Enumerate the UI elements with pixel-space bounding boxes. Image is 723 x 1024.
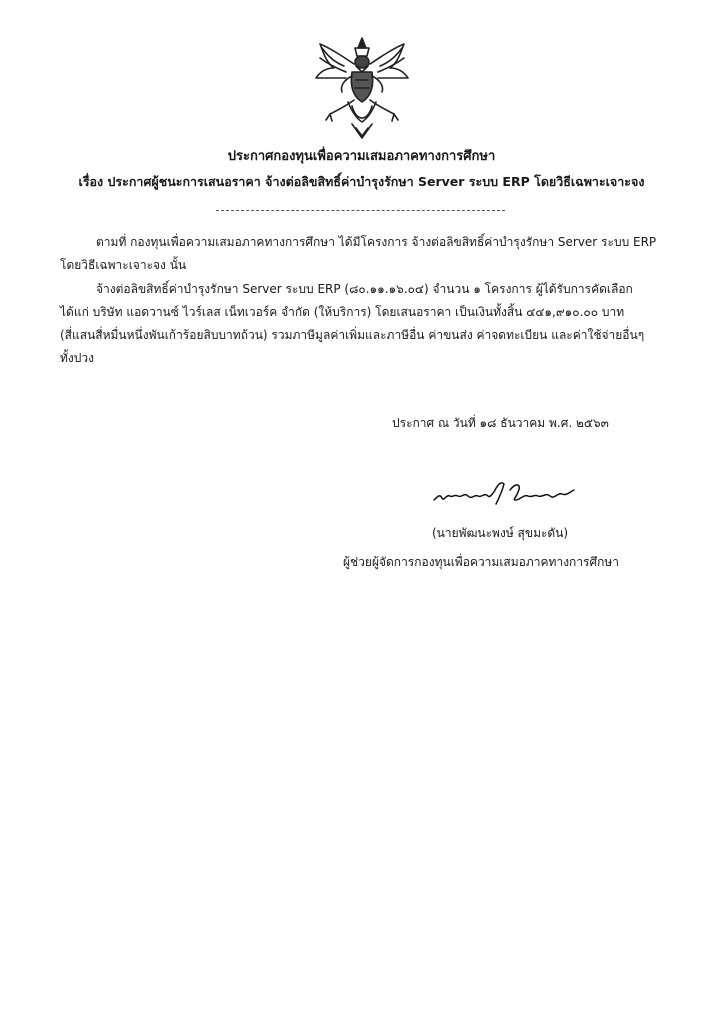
paragraph-1-line-1: ตามที่ กองทุนเพื่อความเสมอภาคทางการศึกษา ได้มีโครงการ จ้างต่อลิขสิทธิ์ค่าบำรุงรักษา Server ระบบ ERP	[96, 235, 657, 249]
agency-announcement-title: ประกาศกองทุนเพื่อความเสมอภาคทางการศึกษา	[227, 149, 496, 164]
signer-name: (นายพัฒนะพงษ์ สุขมะดัน)	[432, 526, 569, 540]
garuda-emblem-icon	[308, 34, 416, 142]
announcement-subject: เรื่อง ประกาศผู้ชนะการเสนอราคา จ้างต่อลิขสิทธิ์ค่าบำรุงรักษา Server ระบบ ERP โดยวิธีเฉพาะเจาะจง	[78, 174, 645, 189]
handwritten-signature-icon	[432, 478, 578, 508]
announcement-date: ประกาศ ณ วันที่ ๑๘ ธันวาคม พ.ศ. ๒๕๖๓	[392, 416, 609, 430]
signer-position: ผู้ช่วยผู้จัดการกองทุนเพื่อความเสมอภาคทางการศึกษา	[343, 555, 620, 569]
dashed-divider	[216, 210, 505, 211]
paragraph-2-line-1: จ้างต่อลิขสิทธิ์ค่าบำรุงรักษา Server ระบบ ERP (๘๐.๑๑.๑๖.๐๔) จำนวน ๑ โครงการ ผู้ได้รับการคัดเลือก	[96, 282, 633, 296]
paragraph-1-line-2: โดยวิธีเฉพาะเจาะจง นั้น	[60, 258, 187, 272]
paragraph-2	[60, 278, 660, 370]
paragraph-1	[60, 231, 660, 277]
paragraph-2-line-3: (สี่แสนสี่หมื่นหนึ่งพันเก้าร้อยสิบบาทถ้วน) รวมภาษีมูลค่าเพิ่มและภาษีอื่น ค่าขนส่ง ค่าจดทะเบียน และค่าใช้จ่ายอื่นๆ	[60, 328, 645, 342]
paragraph-2-line-2: ได้แก่ บริษัท แอดวานซ์ ไวร์เลส เน็ทเวอร์ค จำกัด (ให้บริการ) โดยเสนอราคา เป็นเงินทั้งสิ้น ๔๔๑,๙๑๐.๐๐ บาท	[60, 305, 625, 319]
paragraph-2-line-4: ทั้งปวง	[60, 351, 94, 365]
